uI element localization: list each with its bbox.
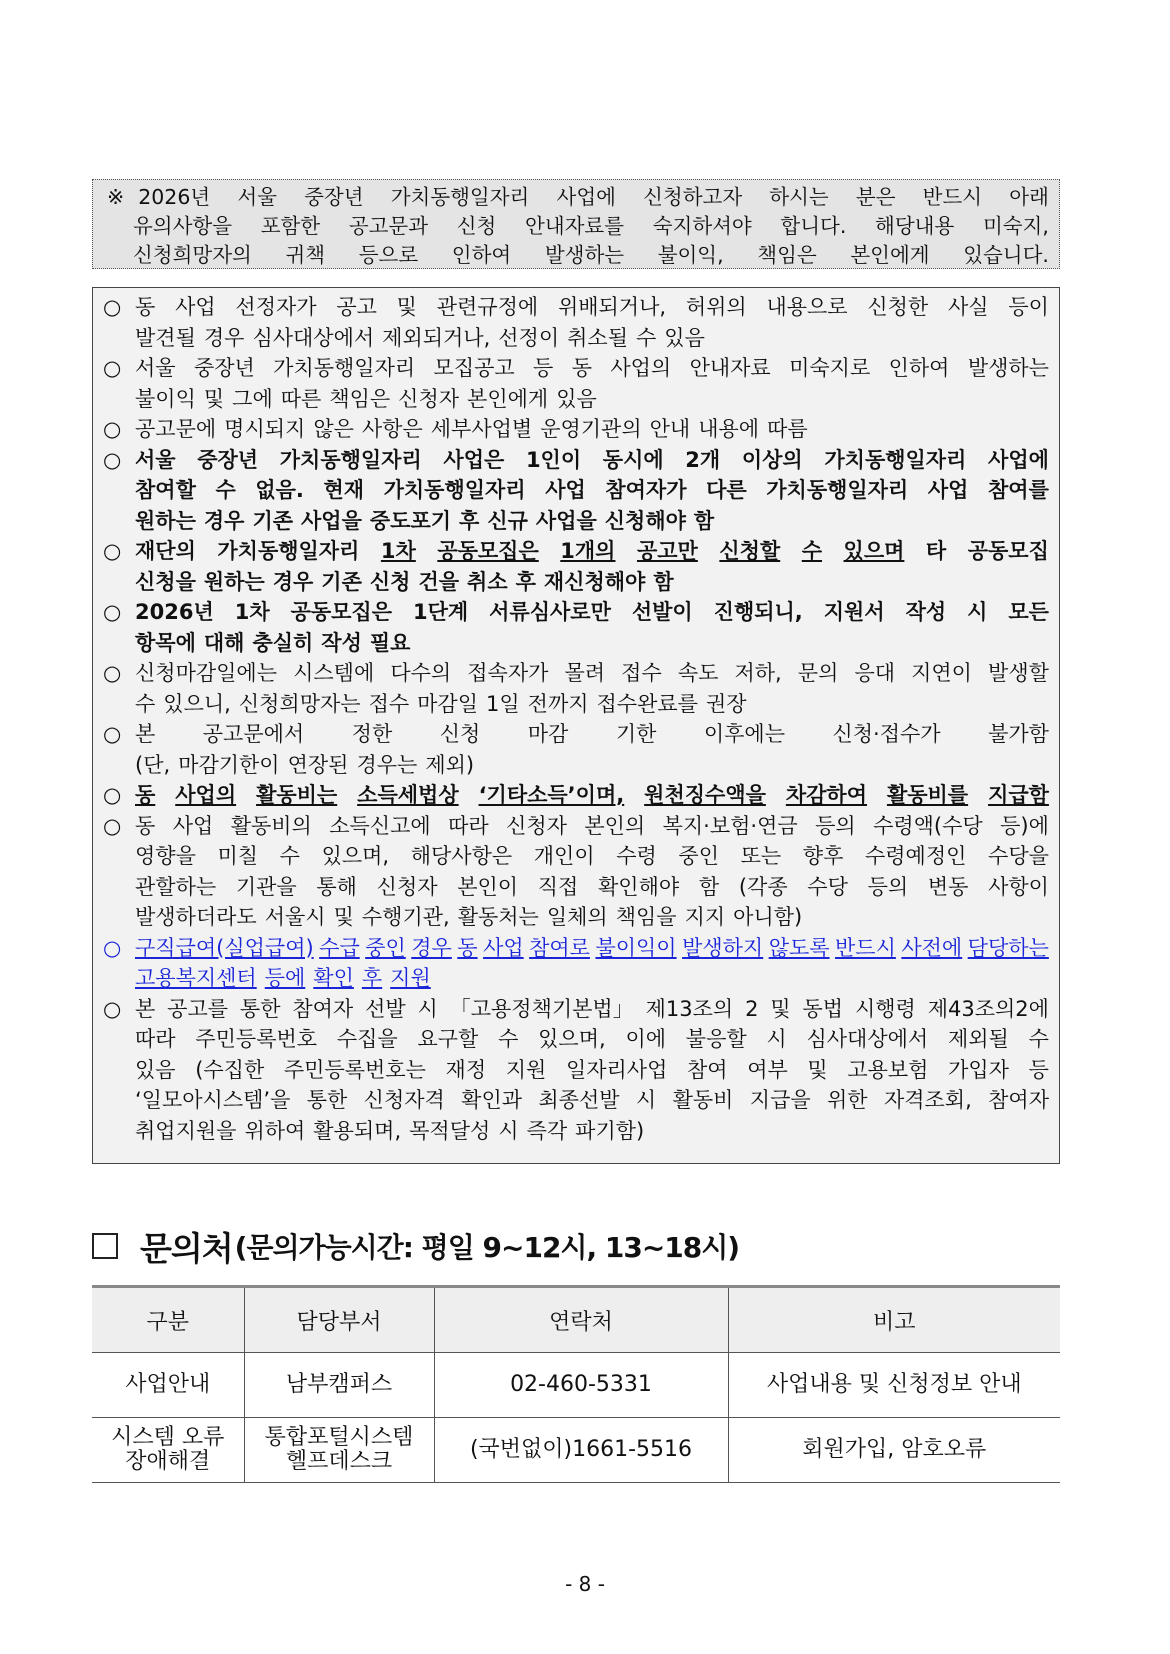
caution-text: 서울 중장년 가치동행일자리 사업은 1인이 동시에 2개 이상의 가치동행일자리 사업에 (135, 447, 1049, 472)
cell-note: 사업내용 및 신청정보 안내 (728, 1353, 1060, 1418)
circle-bullet-icon: ○ (103, 295, 122, 319)
circle-bullet-icon: ○ (103, 722, 122, 746)
caution-item (103, 933, 1049, 994)
table-row (92, 1353, 1060, 1418)
caution-item (103, 353, 1049, 414)
notice-line: ※ 2026년 서울 중장년 가치동행일자리 사업에 신청하고자 하시는 분은 반드시 아래 (107, 183, 1049, 212)
header-department: 담당부서 (244, 1287, 434, 1353)
cell-contact: (국번없이)1661-5516 (434, 1418, 728, 1483)
reference-mark: ※ (107, 185, 125, 209)
cell-department: 남부캠퍼스 (244, 1353, 434, 1418)
table-row (92, 1418, 1060, 1483)
caution-text: 원하는 경우 기존 사업을 중도포기 후 신규 사업을 신청해야 함 (135, 508, 715, 533)
caution-text: 서울 중장년 가치동행일자리 모집공고 등 동 사업의 안내자료 미숙지로 인하여 발생하는 (135, 356, 1049, 380)
cell-category: 시스템 오류 장애해결 (92, 1418, 244, 1483)
header-category: 구분 (92, 1287, 244, 1353)
caution-item (103, 994, 1049, 1147)
caution-text: 항목에 대해 충실히 작성 필요 (135, 630, 411, 655)
cell-contact: 02-460-5331 (434, 1353, 728, 1418)
caution-item (103, 536, 1049, 597)
header-contact: 연락처 (434, 1287, 728, 1353)
caution-text: 동 사업 선정자가 공고 및 관련규정에 위배되거나, 허위의 내용으로 신청한 사실 등이 (135, 295, 1049, 319)
cell-category: 사업안내 (92, 1353, 244, 1418)
caution-item (103, 811, 1049, 933)
caution-text: 발생하더라도 서울시 및 수행기관, 활동처는 일체의 책임을 지지 아니함) (135, 905, 803, 929)
section-subtitle: (문의가능시간: 평일 9~12시, 13~18시) (234, 1231, 740, 1264)
caution-text: 2026년 1차 공동모집은 1단계 서류심사로만 선발이 진행되니, 지원서 작성 시 모든 (135, 600, 1049, 624)
caution-text: 관할하는 기관을 통해 신청자 본인이 직접 확인해야 함 (각종 수당 등의 변동 사항이 (135, 874, 1049, 899)
circle-bullet-icon: ○ (103, 356, 122, 380)
caution-text: 고용복지센터 등에 확인 후 지원 (135, 966, 431, 990)
caution-item (103, 445, 1049, 537)
caution-text: 공고문에 명시되지 않은 사항은 세부사업별 운영기관의 안내 내용에 따름 (135, 417, 808, 441)
circle-bullet-icon: ○ (103, 996, 122, 1021)
caution-text: (단, 마감기한이 연장된 경우는 제외) (135, 752, 475, 777)
caution-text: 동 사업의 활동비는 소득세법상 ‘기타소득’이며, 원천징수액을 차감하여 활동비를 지급함 (135, 783, 1049, 807)
circle-bullet-icon: ○ (103, 539, 122, 563)
caution-text: 참여할 수 없음. 현재 가치동행일자리 사업 참여자가 다른 가치동행일자리 사업 참여를 (135, 478, 1049, 502)
caution-text: 신청마감일에는 시스템에 다수의 접속자가 몰려 접수 속도 저하, 문의 응대 지연이 발생할 (135, 661, 1049, 685)
caution-text: 영향을 미칠 수 있으며, 해당사항은 개인이 수령 중인 또는 향후 수령예정인 수당을 (135, 844, 1049, 868)
caution-item (103, 719, 1049, 780)
caution-item (103, 597, 1049, 658)
caution-item (103, 292, 1049, 353)
caution-text: 있음 (수집한 주민등록번호는 재정 지원 일자리사업 참여 여부 및 고용보험 가입자 등 (135, 1057, 1049, 1082)
caution-text: 신청을 원하는 경우 기존 신청 건을 취소 후 재신청해야 함 (135, 569, 674, 594)
caution-text: ‘일모아시스템’을 통한 신청자격 확인과 최종선발 시 활동비 지급을 위한 자격조회, 참여자 (135, 1088, 1049, 1112)
caution-box (92, 287, 1060, 1164)
header-note: 비고 (728, 1287, 1060, 1353)
caution-text: 구직급여(실업급여) 수급 중인 경우 동 사업 참여로 불이익이 발생하지 않도록 반드시 사전에 담당하는 (135, 935, 1049, 960)
cell-note: 회원가입, 암호오류 (728, 1418, 1060, 1483)
caution-text: 동 사업 활동비의 소득신고에 따라 신청자 본인의 복지·보험·연금 등의 수령액(수당 등)에 (135, 813, 1049, 838)
notice-line: 신청희망자의 귀책 등으로 인하여 발생하는 불이익, 책임은 본인에게 있습니다. (133, 243, 1049, 267)
contact-table (92, 1285, 1060, 1483)
caution-text: 재단의 가치동행일자리 1차 공동모집은 1개의 공고만 신청할 수 있으며 타 공동모집 (135, 539, 1049, 563)
caution-text: 수 있으니, 신청희망자는 접수 마감일 1일 전까지 접수완료를 권장 (135, 691, 747, 716)
table-header-row (92, 1287, 1060, 1353)
caution-text: 본 공고문에서 정한 신청 마감 기한 이후에는 신청·접수가 불가함 (135, 722, 1049, 746)
circle-bullet-icon: ○ (103, 783, 122, 807)
caution-item (103, 414, 1049, 445)
caution-text: 취업지원을 위하여 활용되며, 목적달성 시 즉각 파기함) (135, 1118, 645, 1143)
caution-text: 본 공고를 통한 참여자 선발 시 「고용정책기본법」 제13조의 2 및 동법 시행령 제43조의2에 (135, 996, 1049, 1021)
circle-bullet-icon: ○ (103, 935, 122, 960)
caution-text: 발견될 경우 심사대상에서 제외되거나, 선정이 취소될 수 있음 (135, 325, 705, 350)
cell-department: 통합포털시스템 헬프데스크 (244, 1418, 434, 1483)
notice-box (92, 179, 1060, 269)
notice-line: 유의사항을 포함한 공고문과 신청 안내자료를 숙지하셔야 합니다. 해당내용 미숙지, (133, 214, 1049, 238)
circle-bullet-icon: ○ (103, 813, 122, 838)
section-title: 문의처 (140, 1228, 233, 1268)
circle-bullet-icon: ○ (103, 447, 122, 472)
caution-item (103, 658, 1049, 719)
caution-text: 따라 주민등록번호 수집을 요구할 수 있으며, 이에 불응할 시 심사대상에서 제외될 수 (135, 1027, 1049, 1051)
contact-section-heading (92, 1224, 739, 1268)
checkbox-icon (92, 1233, 118, 1259)
circle-bullet-icon: ○ (103, 417, 122, 441)
circle-bullet-icon: ○ (103, 661, 122, 685)
circle-bullet-icon: ○ (103, 600, 122, 624)
page-number: - 8 - (565, 1572, 605, 1596)
caution-item (103, 780, 1049, 811)
caution-text: 불이익 및 그에 따른 책임은 신청자 본인에게 있음 (135, 386, 597, 411)
